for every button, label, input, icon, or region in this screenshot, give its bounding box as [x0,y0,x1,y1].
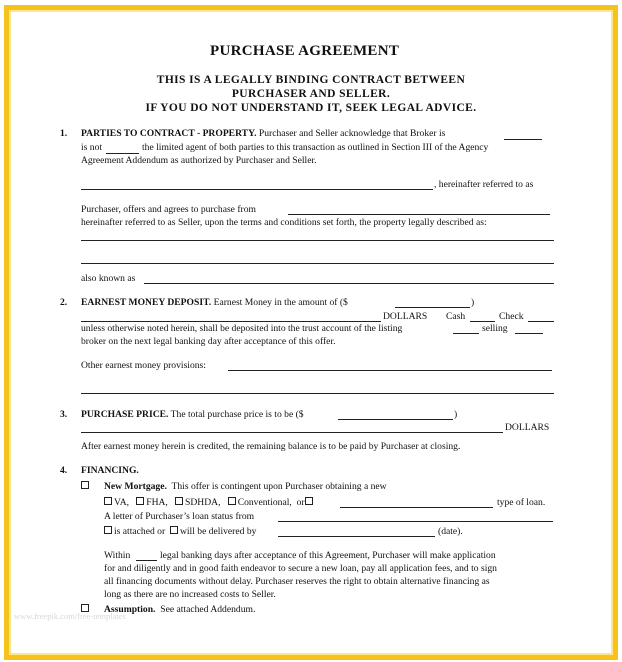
new-mortgage-checkbox[interactable] [81,481,89,489]
seller-name-blank[interactable] [288,214,550,215]
s2-l4-text: broker on the next legal banking day after acceptance of this offer. [81,336,336,347]
other-loan-type-blank[interactable] [340,507,493,508]
attached-row [104,526,256,538]
s3-balance: After earnest money herein is credited, the remaining balance is to be paid by Purchaser at closing. [81,441,461,452]
header-line-3: IF YOU DO NOT UNDERSTAND IT, SEEK LEGAL ADVICE. [145,102,477,114]
fha-label: FHA, [146,497,168,508]
broker-is-blank[interactable] [504,139,542,140]
s2-other: Other earnest money provisions: [81,360,206,371]
attached-checkbox[interactable] [104,526,112,534]
other-provisions-blank-2[interactable] [81,393,554,394]
other-provisions-blank-1[interactable] [228,370,552,371]
purchaser-name-blank[interactable] [81,189,433,190]
legal-description-line-1[interactable] [81,240,554,241]
check-blank[interactable] [528,321,554,322]
s4-heading: FINANCING. [81,465,139,476]
attached-label: is attached or [114,526,166,537]
legal-description-line-2[interactable] [81,263,554,264]
s3-number: 3. [60,409,68,420]
va-checkbox[interactable] [104,497,112,505]
assumption-text [104,604,255,616]
s1-seller-line: hereinafter referred to as Seller, upon the terms and conditions set forth, the property legally described as: [81,217,487,228]
s2-l3-text: unless otherwise noted herein, shall be deposited into the trust account of the listing [81,323,403,334]
header-line-1: THIS IS A LEGALLY BINDING CONTRACT BETWEEN [156,74,466,86]
s1-number: 1. [60,128,68,139]
s2-cash: Cash [446,311,466,322]
listing-blank[interactable] [453,333,479,334]
assumption-label: Assumption. [104,604,156,615]
sdhda-checkbox[interactable] [175,497,183,505]
header-line-2: PURCHASER AND SELLER. [231,88,391,100]
loan-status-from-blank[interactable] [278,521,553,522]
assumption-rest: See attached Addendum. [160,604,256,615]
s3-line-1 [81,409,304,421]
s2-selling: selling [482,323,508,334]
new-mortgage-rest: This offer is contingent upon Purchaser obtaining a new [171,481,387,492]
financing-p3: all financing documents without delay. Purchaser reserves the right to obtain alternative financing as [104,576,490,587]
loan-letter-text: A letter of Purchaser’s loan status from [104,511,255,522]
or-label: or [296,497,305,508]
s3-l1-text: The total purchase price is to be ($ [170,409,304,420]
loan-type-row [104,497,315,509]
s1-line-1 [81,128,445,140]
new-mortgage-row [81,481,91,493]
broker-is-not-blank[interactable] [106,153,139,154]
delivery-date-blank[interactable] [278,536,435,537]
s1-l1-text: Purchaser and Seller acknowledge that Broker is [258,128,446,139]
s2-number: 2. [60,297,68,308]
new-mortgage-text [104,481,387,493]
conventional-checkbox[interactable] [228,497,236,505]
price-amount-blank[interactable] [338,419,453,420]
delivered-checkbox[interactable] [170,526,178,534]
s1-l2-text: the limited agent of both parties to this transaction as outlined in Section III of the Agency [142,142,489,153]
s1-aka: also known as [81,273,136,284]
cash-blank[interactable] [470,321,495,322]
s2-close-paren: ) [471,297,475,308]
delivered-label: will be delivered by [179,526,257,537]
banking-days-blank[interactable] [136,560,157,561]
s3-close-paren: ) [454,409,458,420]
selling-blank[interactable] [515,333,543,334]
within-label: Within [104,550,131,561]
earnest-amount-blank[interactable] [395,307,470,308]
s2-dollars: DOLLARS [383,311,428,322]
financing-p1: legal banking days after acceptance of this Agreement, Purchaser will make application [160,550,496,561]
s3-heading: PURCHASE PRICE. [81,409,169,420]
conventional-label: Conventional, [237,497,292,508]
s3-dollars: DOLLARS [505,422,550,433]
other-loan-checkbox[interactable] [305,497,313,505]
financing-p4: long as there are no increased costs to Seller. [104,589,276,600]
va-label: VA, [114,497,130,508]
also-known-as-blank[interactable] [144,283,554,284]
s2-check: Check [499,311,524,322]
s2-l1-text: Earnest Money in the amount of ($ [213,297,348,308]
type-of-loan: type of loan. [497,497,546,508]
earnest-words-blank[interactable] [81,321,381,322]
s1-hereinafter: , hereinafter referred to as [434,179,534,190]
watermark: www.freepik.com/free-templates [14,611,126,621]
price-words-blank[interactable] [81,432,503,433]
financing-p2: for and diligently and in good faith endeavor to secure a new loan, pay all application fees, and to sign [104,563,497,574]
s2-heading: EARNEST MONEY DEPOSIT. [81,297,212,308]
page-title: PURCHASE AGREEMENT [210,43,400,59]
date-label: (date). [438,526,463,537]
s1-l3-text: Agreement Addendum as authorized by Purchaser and Seller. [81,155,317,166]
s1-heading: PARTIES TO CONTRACT - PROPERTY. [81,128,257,139]
new-mortgage-label: New Mortgage. [104,481,167,492]
s1-purchaser-line: Purchaser, offers and agrees to purchase from [81,204,256,215]
sdhda-label: SDHDA, [185,497,221,508]
s2-line-1 [81,297,348,309]
s1-is-not: is not [81,142,103,153]
fha-checkbox[interactable] [136,497,144,505]
s4-number: 4. [60,465,68,476]
